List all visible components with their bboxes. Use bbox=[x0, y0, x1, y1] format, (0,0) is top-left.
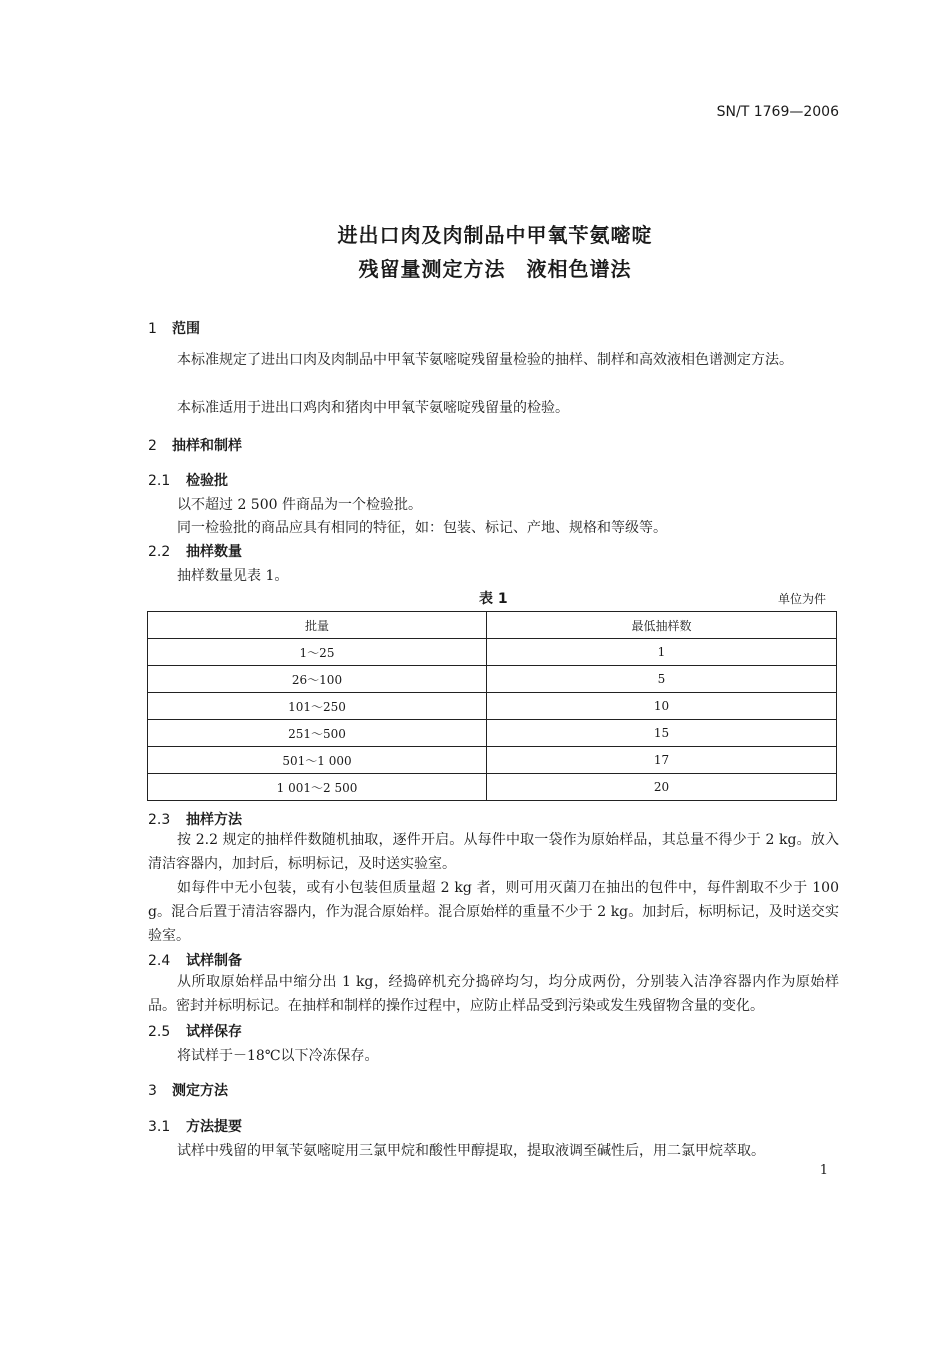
table-cell: 1～25 bbox=[148, 639, 487, 666]
section-title: 范围 bbox=[172, 321, 200, 337]
section-title: 方法提要 bbox=[186, 1119, 242, 1135]
section-title: 测定方法 bbox=[172, 1083, 228, 1099]
table-cell: 251～500 bbox=[148, 720, 487, 747]
section-2-1-paragraph-2: 同一检验批的商品应具有相同的特征，如：包装、标记、产地、规格和等级等。 bbox=[177, 520, 667, 536]
section-number: 3.1 bbox=[148, 1119, 171, 1135]
table-cell: 101～250 bbox=[148, 693, 487, 720]
section-3-heading bbox=[148, 1080, 228, 1100]
section-2-4-heading bbox=[148, 950, 242, 970]
table-row bbox=[148, 639, 837, 666]
section-3-1-heading bbox=[148, 1116, 242, 1136]
section-2-1-heading bbox=[148, 470, 228, 490]
section-2-3-paragraph-2: 如每件中无小包装，或有小包装但质量超 2 kg 者，则可用灭菌刀在抽出的包件中，每件割取不少于 100 g。混合后置于清洁容器内，作为混合原始样。混合原始样的重量不少于 2 kg。加封后，标明标记，及时送交实验室。 bbox=[148, 880, 839, 944]
section-2-4-paragraph-1: 从所取原始样品中缩分出 1 kg，经捣碎机充分捣碎均匀，均分成两份，分别装入洁净容器内作为原始样品。密封并标明标记。在抽样和制样的操作过程中，应防止样品受到污染或发生残留物含量的变化。 bbox=[148, 974, 839, 1014]
table-row bbox=[148, 666, 837, 693]
section-2-3-paragraph-1: 按 2.2 规定的抽样件数随机抽取，逐件开启。从每件中取一袋作为原始样品，其总量不得少于 2 kg。放入清洁容器内，加封后，标明标记，及时送实验室。 bbox=[148, 832, 839, 872]
section-1-heading bbox=[148, 318, 200, 338]
table-cell: 17 bbox=[487, 747, 837, 774]
section-number: 2 bbox=[148, 438, 157, 454]
document-title-line-2: 残留量测定方法 液相色谱法 bbox=[358, 257, 632, 281]
table-header-cell: 最低抽样数 bbox=[487, 612, 837, 639]
document-title-line-1: 进出口肉及肉制品中甲氧苄氨嘧啶 bbox=[337, 223, 653, 247]
table-row bbox=[148, 693, 837, 720]
table-cell: 10 bbox=[487, 693, 837, 720]
table-header-cell: 批量 bbox=[148, 612, 487, 639]
section-2-5-paragraph-1: 将试样于－18℃以下冷冻保存。 bbox=[177, 1048, 379, 1064]
section-title: 抽样数量 bbox=[186, 544, 242, 560]
section-number: 2.2 bbox=[148, 544, 171, 560]
section-2-5-heading bbox=[148, 1021, 242, 1041]
table-cell: 1 001～2 500 bbox=[148, 774, 487, 801]
section-2-1-paragraph-1: 以不超过 2 500 件商品为一个检验批。 bbox=[177, 497, 422, 513]
section-number: 3 bbox=[148, 1083, 157, 1099]
section-2-2-paragraph-1: 抽样数量见表 1。 bbox=[177, 568, 289, 584]
section-1-paragraph-1: 本标准规定了进出口肉及肉制品中甲氧苄氨嘧啶残留量检验的抽样、制样和高效液相色谱测定方法。 bbox=[177, 352, 793, 368]
section-number: 2.1 bbox=[148, 473, 171, 489]
section-title: 试样保存 bbox=[186, 1024, 242, 1040]
section-2-2-heading bbox=[148, 541, 242, 561]
table-cell: 15 bbox=[487, 720, 837, 747]
table-row bbox=[148, 774, 837, 801]
section-number: 2.3 bbox=[148, 812, 171, 828]
section-2-3-heading bbox=[148, 809, 242, 829]
sampling-table bbox=[147, 611, 837, 801]
section-number: 2.5 bbox=[148, 1024, 171, 1040]
section-title: 检验批 bbox=[186, 473, 228, 489]
section-3-1-paragraph-1: 试样中残留的甲氧苄氨嘧啶用三氯甲烷和酸性甲醇提取，提取液调至碱性后，用二氯甲烷萃取。 bbox=[177, 1143, 765, 1159]
page-number: 1 bbox=[819, 1163, 828, 1178]
table-cell: 1 bbox=[487, 639, 837, 666]
table-cell: 5 bbox=[487, 666, 837, 693]
section-number: 2.4 bbox=[148, 953, 171, 969]
section-title: 抽样方法 bbox=[186, 812, 242, 828]
table-row bbox=[148, 747, 837, 774]
section-title: 试样制备 bbox=[186, 953, 242, 969]
table-header-row bbox=[148, 612, 837, 639]
section-1-paragraph-2: 本标准适用于进出口鸡肉和猪肉中甲氧苄氨嘧啶残留量的检验。 bbox=[177, 400, 569, 416]
table-cell: 20 bbox=[487, 774, 837, 801]
table-caption: 表 1 bbox=[479, 591, 508, 607]
section-number: 1 bbox=[148, 321, 157, 337]
table-cell: 501～1 000 bbox=[148, 747, 487, 774]
section-2-heading bbox=[148, 435, 242, 455]
section-title: 抽样和制样 bbox=[172, 438, 242, 454]
table-row bbox=[148, 720, 837, 747]
table-cell: 26～100 bbox=[148, 666, 487, 693]
standard-number: SN/T 1769—2006 bbox=[716, 104, 839, 120]
table-unit: 单位为件 bbox=[777, 592, 826, 606]
